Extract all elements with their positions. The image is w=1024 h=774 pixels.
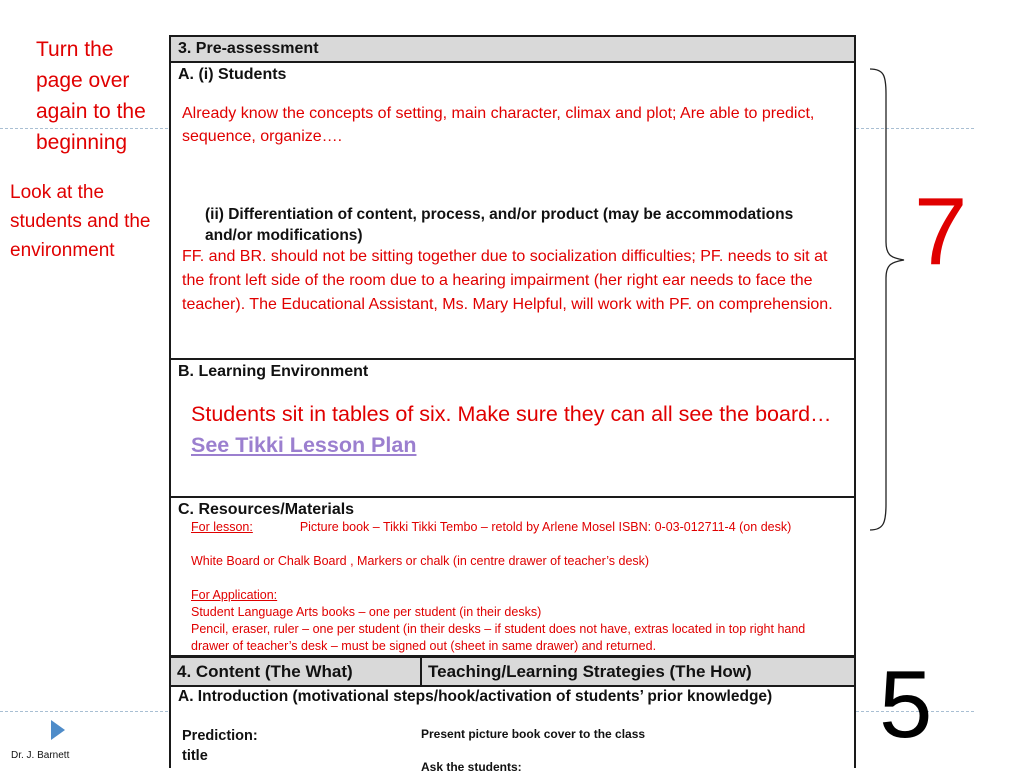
application-line-1: Student Language Arts books – one per student (in their desks) — [191, 605, 542, 619]
introduction-title: A. Introduction (motivational steps/hook/activation of students’ prior knowledge) — [178, 688, 773, 705]
resources-title: C. Resources/Materials — [178, 501, 355, 518]
content-header-rule — [171, 685, 854, 687]
differentiation-text: FF. and BR. should not be sitting together due to socialization difficulties; PF. needs to sit at the front left side of the room due to a hearing impairment (her right ear needs to face the teacher). The Educational Assistant, Ms. Mary Helpful, will work with PF. on comprehension. — [182, 248, 833, 313]
ask-students-text: Ask the students: — [421, 760, 522, 774]
students-title: A. (i) Students — [178, 66, 287, 83]
note-look-at-students: Look at the students and the environment — [10, 182, 151, 261]
guide-line-bottom-left — [0, 711, 168, 712]
next-slide-icon[interactable] — [50, 719, 66, 741]
students-text: Already know the concepts of setting, main character, climax and plot; Are able to predict, sequence, organize…. — [182, 105, 815, 145]
teaching-strategies-header: Teaching/Learning Strategies (The How) — [422, 658, 854, 686]
for-application-label: For Application: — [191, 588, 278, 602]
for-lesson-line — [191, 519, 836, 536]
learning-env-text: Students sit in tables of six. Make sure they can all see the board… — [191, 402, 832, 426]
present-cover-text: Present picture book cover to the class — [421, 727, 646, 741]
note-turn-page: Turn the page over again to the beginning — [36, 38, 146, 154]
footer-author: Dr. J. Barnett — [11, 750, 70, 761]
for-lesson-label: For lesson: — [191, 520, 253, 534]
number-seven: 7 — [914, 178, 968, 285]
differentiation-title: (ii) Differentiation of content, process, and/or product (may be accommodations and/or modifications) — [205, 206, 794, 244]
learning-env-block — [191, 399, 846, 461]
prediction-sub: title — [182, 748, 208, 764]
application-line-2: Pencil, eraser, ruler – one per student (in their desks – if student does not have, extras located in top right hand drawer of teacher’s desk – must be signed out (sheet in same drawer) and returned. — [191, 622, 806, 653]
learning-env-title: B. Learning Environment — [178, 363, 369, 380]
prediction-label: Prediction: — [182, 728, 258, 744]
divider-c — [171, 496, 854, 498]
lesson-plan-form — [169, 35, 856, 657]
board-line: White Board or Chalk Board , Markers or chalk (in centre drawer of teacher’s desk) — [191, 554, 650, 568]
number-five: 5 — [879, 651, 933, 758]
right-curly-brace — [864, 64, 914, 539]
tikki-lesson-plan-link[interactable]: See Tikki Lesson Plan — [191, 433, 417, 457]
for-lesson-text: Picture book – Tikki Tikki Tembo – retold by Arlene Mosel ISBN: 0-03-012711-4 (on desk) — [299, 520, 792, 534]
divider-b — [171, 358, 854, 360]
pre-assessment-header: 3. Pre-assessment — [171, 37, 854, 63]
content-what-header: 4. Content (The What) — [171, 658, 422, 686]
content-table — [169, 656, 856, 774]
